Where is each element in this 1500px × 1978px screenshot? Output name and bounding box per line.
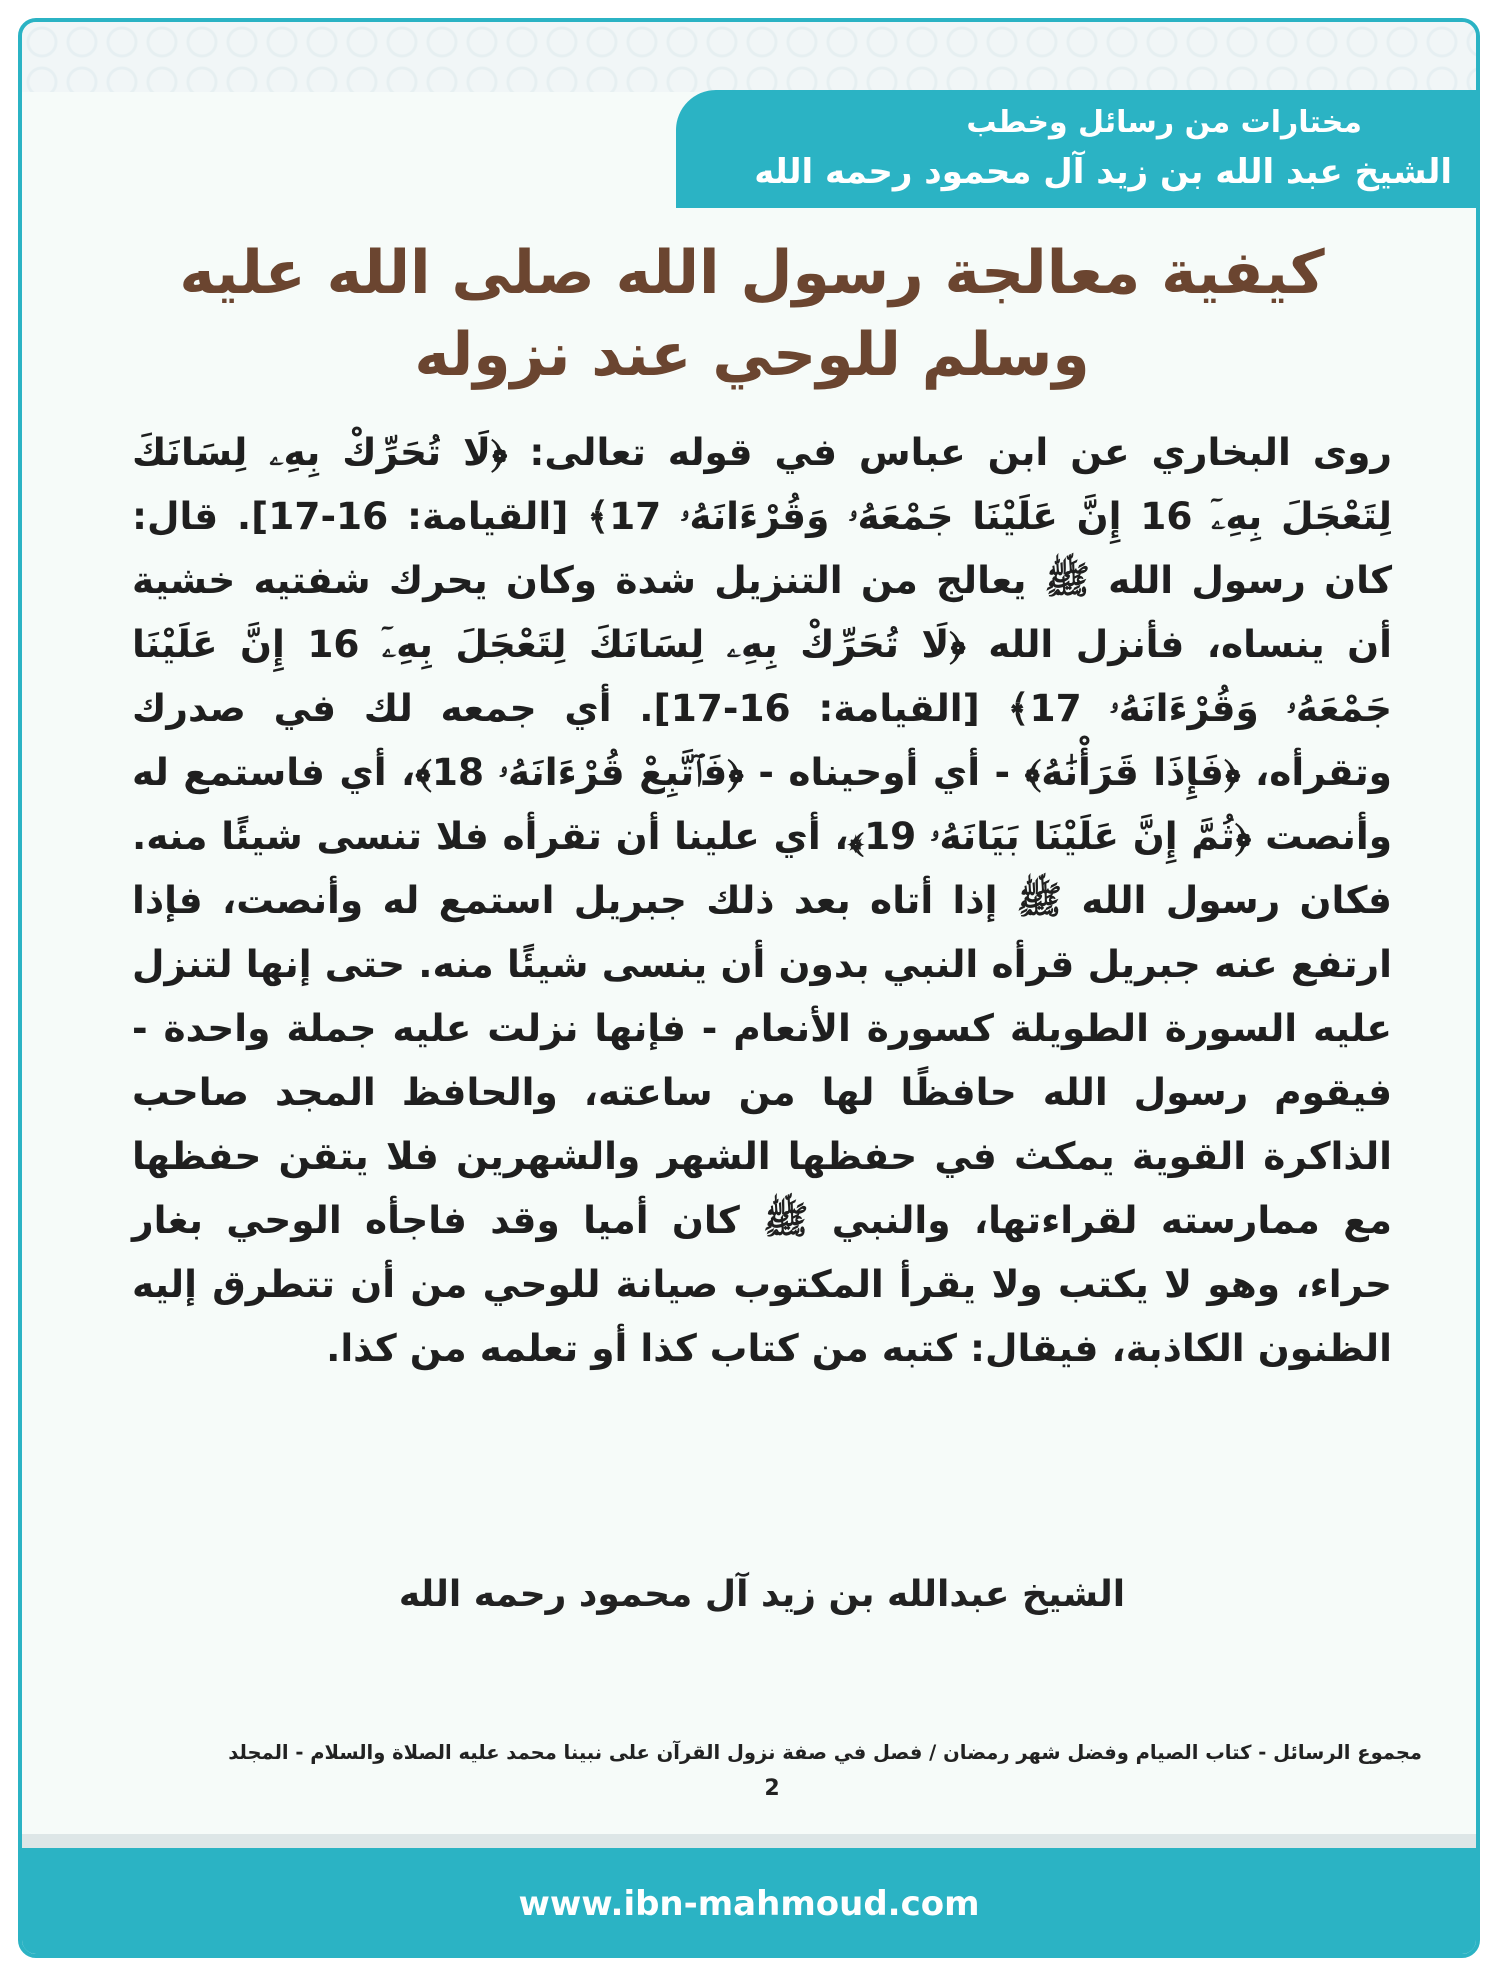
- footer-divider: [22, 1834, 1476, 1848]
- decorative-pattern: [22, 22, 1476, 92]
- header-band: [676, 90, 1476, 208]
- author-signature: الشيخ عبدالله بن زيد آل محمود رحمه الله: [398, 1574, 1126, 1615]
- header-series-title: مختارات من رسائل وخطب: [966, 105, 1362, 140]
- article-title: كيفية معالجة رسول الله صلى الله عليه وسلم للوحي عند نزوله: [179, 238, 1325, 390]
- footer-band: [22, 1848, 1476, 1958]
- header-author: الشيخ عبد الله بن زيد آل محمود رحمه الله: [754, 152, 1452, 192]
- website-link[interactable]: www.ibn-mahmoud.com: [518, 1884, 980, 1924]
- source-citation: مجموع الرسائل - كتاب الصيام وفضل شهر رمضان / فصل في صفة نزول القرآن على نبينا محمد عليه الصلاة والسلام - المجلد: [228, 1741, 1422, 1764]
- page-frame: [18, 18, 1480, 1958]
- header-text: [692, 100, 1452, 198]
- article-body: روى البخاري عن ابن عباس في قوله تعالى: ﴿لَا تُحَرِّكْ بِهِۦ لِسَانَكَ لِتَعْجَلَ بِهِۦٓ 16 إِنَّ عَلَيْنَا جَمْعَهُۥ وَقُرْءَانَهُۥ 17﴾ [القيامة: 16-17]. قال: كان رسول الله ﷺ يعالج من التنزيل شدة وكان يحرك شفتيه خشية أن ينساه، فأنزل الله ﴿لَا تُحَرِّكْ بِهِۦ لِسَانَكَ لِتَعْجَلَ بِهِۦٓ 16 إِنَّ عَلَيْنَا جَمْعَهُۥ وَقُرْءَانَهُۥ 17﴾ [القيامة: 16-17]. أي جمعه لك في صدرك وتقرأه، ﴿فَإِذَا قَرَأْنَٰهُ﴾ - أي أوحيناه - ﴿فَٱتَّبِعْ قُرْءَانَهُۥ 18﴾، أي فاستمع له وأنصت ﴿ثُمَّ إِنَّ عَلَيْنَا بَيَانَهُۥ 19﴾، أي علينا أن تقرأه فلا تنسى شيئًا منه. فكان رسول الله ﷺ إذا أتاه بعد ذلك جبريل استمع له وأنصت، فإذا ارتفع عنه جبريل قرأه النبي بدون أن ينسى شيئًا منه. حتى إنها لتنزل عليه السورة الطويلة كسورة الأنعام - فإنها نزلت عليه جملة واحدة - فيقوم رسول الله حافظًا لها من ساعته، والحافظ المجد صاحب الذاكرة القوية يمكث في حفظها الشهر والشهرين فلا يتقن حفظها مع ممارسته لقراءتها، والنبي ﷺ كان أميا وقد فاجأه الوحي بغار حراء، وهو لا يكتب ولا يقرأ المكتوب صيانة للوحي من أن تتطرق إليه الظنون الكاذبة، فيقال: كتبه من كتاب كذا أو تعلمه من كذا.: [132, 430, 1392, 1370]
- page-number: 2: [764, 1776, 780, 1801]
